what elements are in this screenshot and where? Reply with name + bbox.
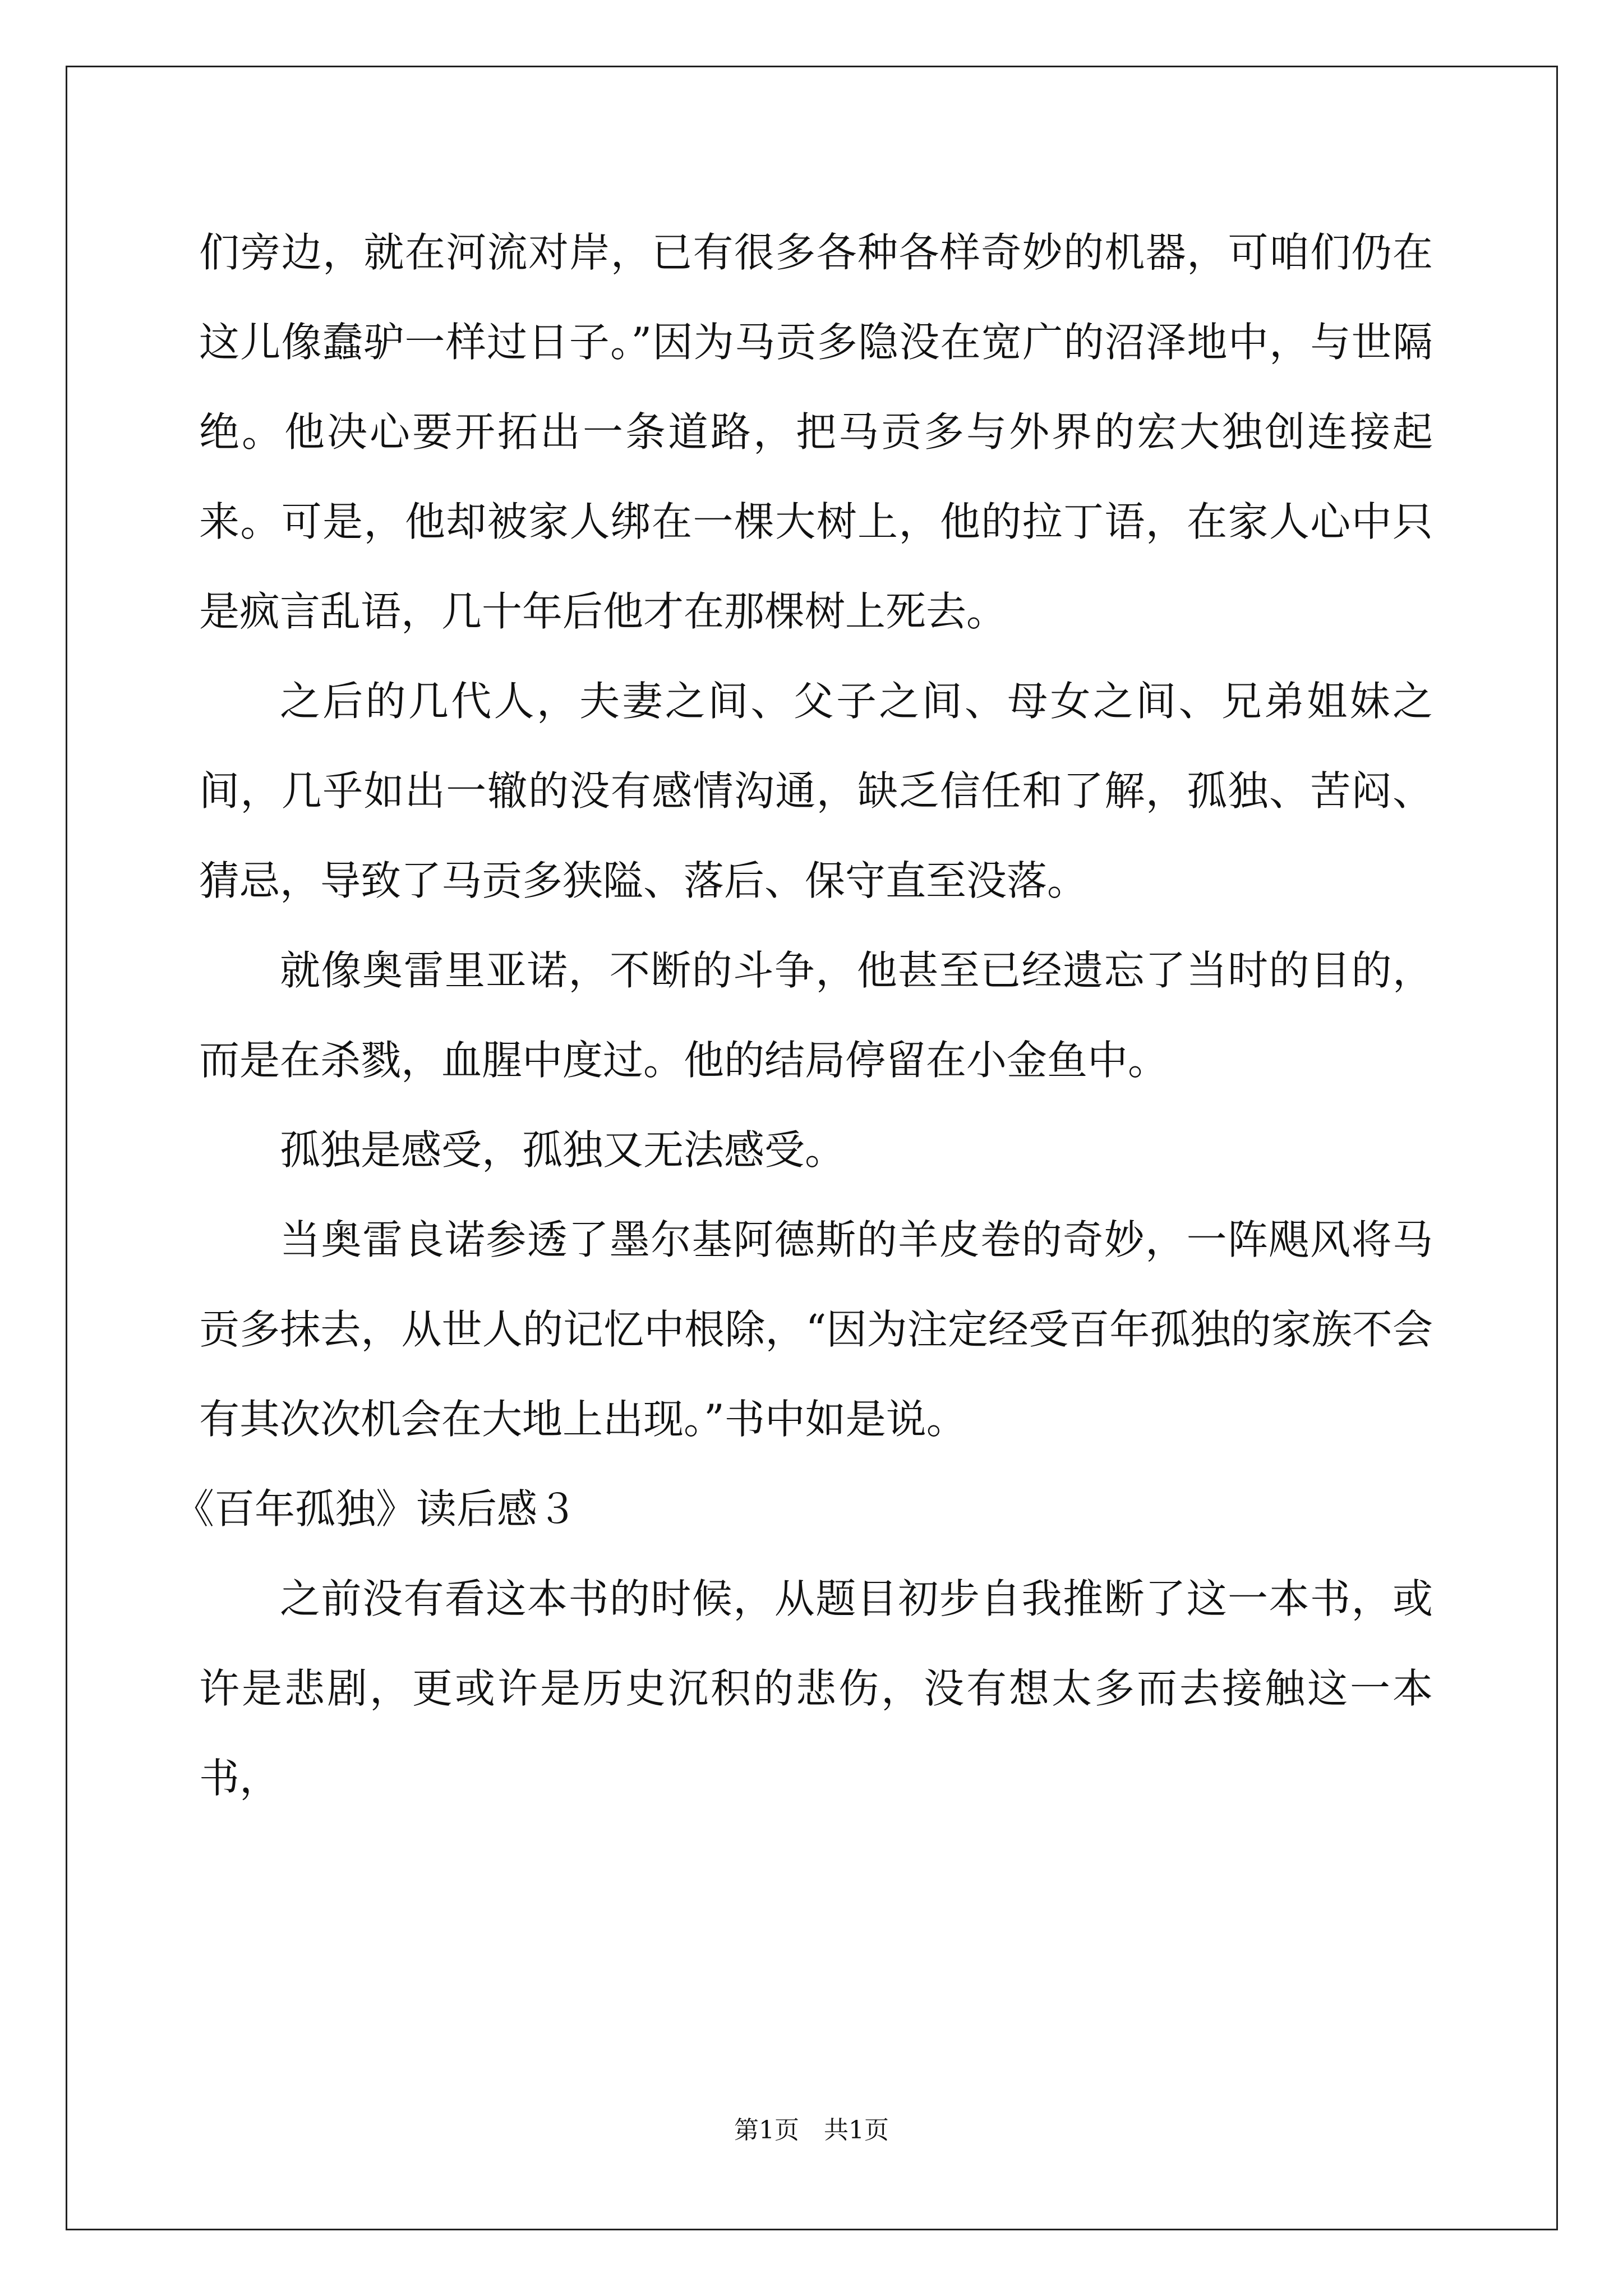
paragraph-intro: 之前没有看这本书的时候，从题目初步自我推断了这一本书，或许是悲剧，更或许是历史沉积的悲伤，没有想太多而去接触这一本书， xyxy=(199,1575,1433,1802)
document-body xyxy=(174,208,1433,1823)
paragraph-loneliness: 孤独是感受，孤独又无法感受。 xyxy=(280,1126,846,1174)
section-heading: 《百年孤独》读后感３ xyxy=(174,1485,578,1533)
page-footer: 第1页 共1页 xyxy=(734,2116,889,2145)
paragraph-ending: 当奥雷良诺参透了墨尔基阿德斯的羊皮卷的奇妙，一阵飓风将马贡多抹去，从世人的记忆中根除，“因为注定经受百年孤独的家族不会有其次次机会在大地上出现。”书中如是说。 xyxy=(199,1216,1433,1443)
paragraph-continuation: 们旁边，就在河流对岸，已有很多各种各样奇妙的机器，可咱们仍在这儿像蠢驴一样过日子。”因为马贡多隐没在宽广的沼泽地中，与世隔绝。他决心要开拓出一条道路，把马贡多与外界的宏大独创连接起来。可是，他却被家人绑在一棵大树上，他的拉丁语，在家人心中只是疯言乱语，几十年后他才在那棵树上死去。 xyxy=(199,229,1433,635)
paragraph-aureliano: 就像奥雷里亚诺，不断的斗争，他甚至已经遗忘了当时的目的，而是在杀戮，血腥中度过。他的结局停留在小金鱼中。 xyxy=(199,947,1433,1084)
paragraph-generations: 之后的几代人，夫妻之间、父子之间、母女之间、兄弟姐妹之间，几乎如出一辙的没有感情沟通，缺乏信任和了解，孤独、苦闷、猜忌，导致了马贡多狭隘、落后、保守直至没落。 xyxy=(199,678,1433,904)
